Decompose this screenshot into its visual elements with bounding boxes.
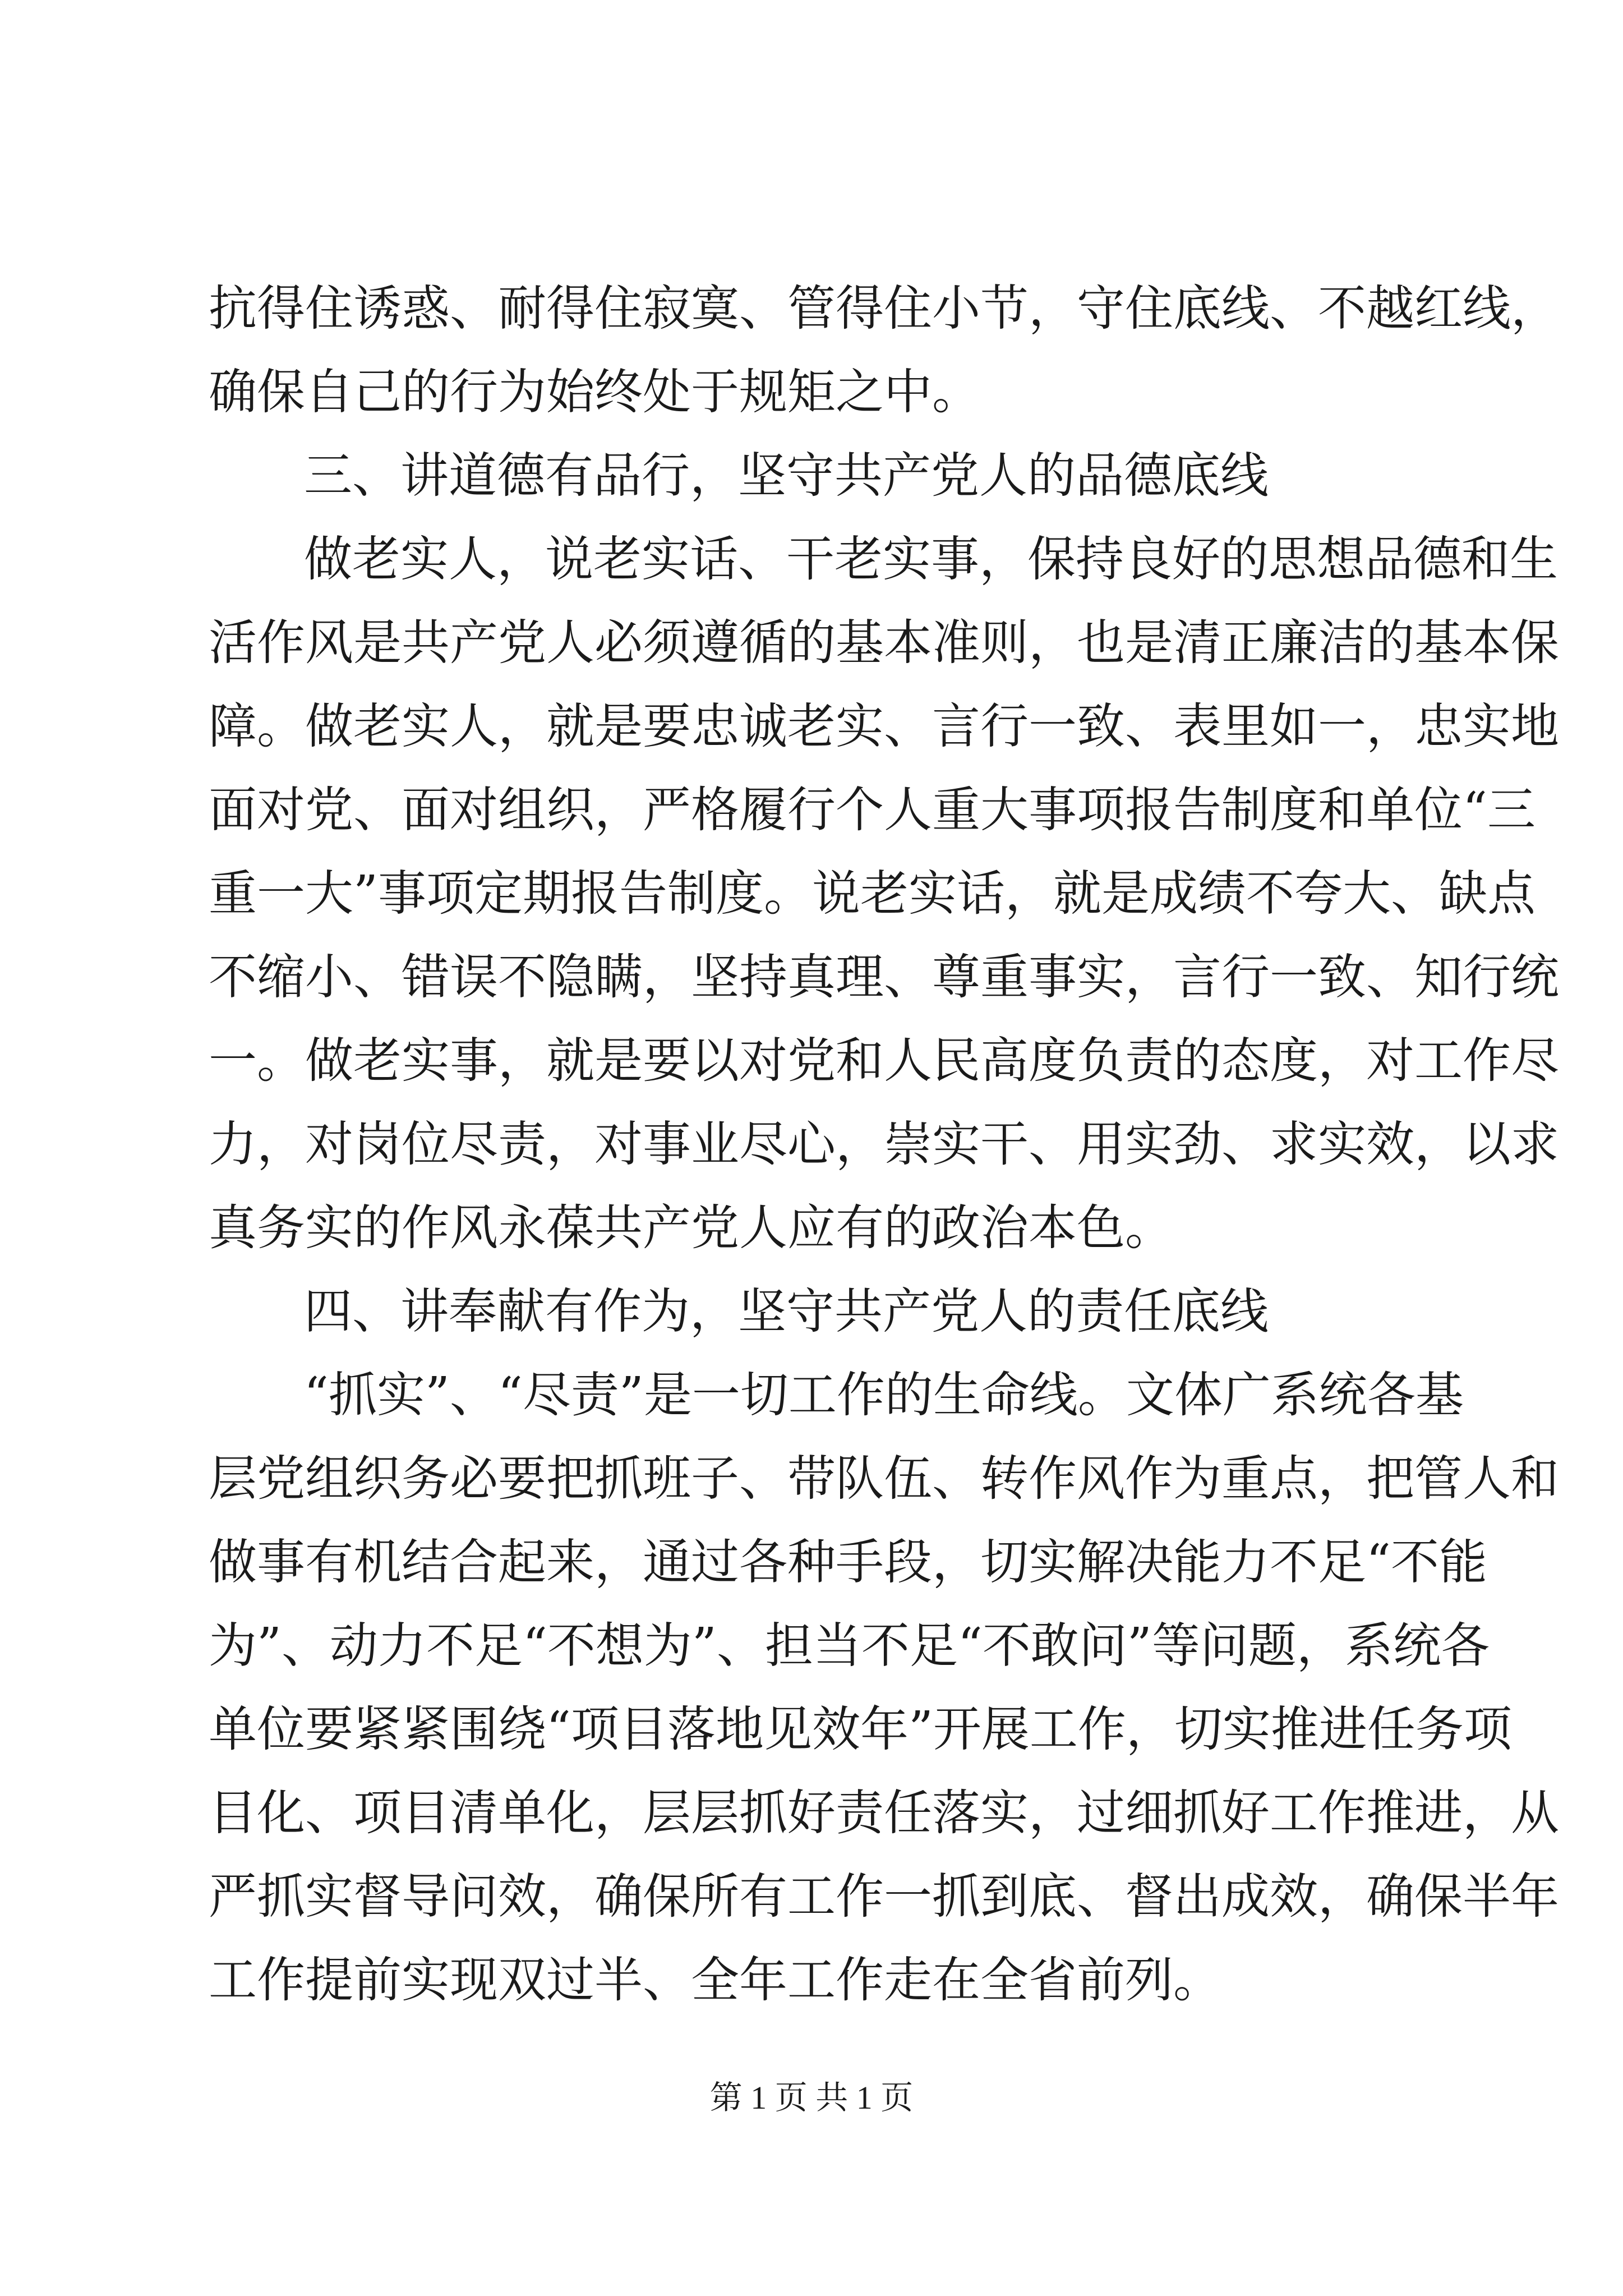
paragraph-line: 障。做老实人，就是要忠诚老实、言行一致、表里如一，忠实地	[209, 698, 1559, 754]
paragraph-line: 一。做老实事，就是要以对党和人民高度负责的态度，对工作尽	[209, 1033, 1559, 1089]
paragraph-line: 抗得住诱惑、耐得住寂寞、管得住小节，守住底线、不越红线，	[209, 280, 1559, 337]
paragraph-line: 力，对岗位尽责，对事业尽心，崇实干、用实劲、求实效，以求	[209, 1116, 1559, 1172]
paragraph-line: 目化、项目清单化，层层抓好责任落实，过细抓好工作推进，从	[209, 1785, 1559, 1841]
paragraph-line: 做老实人，说老实话、干老实事，保持良好的思想品德和生	[304, 531, 1558, 587]
paragraph-line: 面对党、面对组织，严格履行个人重大事项报告制度和单位“三	[209, 782, 1536, 838]
paragraph-line: 层党组织务必要把抓班子、带队伍、转作风作为重点，把管人和	[209, 1451, 1559, 1507]
paragraph-line: 单位要紧紧围绕“项目落地见效年”开展工作，切实推进任务项	[209, 1701, 1512, 1757]
paragraph-line: 做事有机结合起来，通过各种手段，切实解决能力不足“不能	[209, 1534, 1487, 1590]
paragraph-line: “抓实”、“尽责”是一切工作的生命线。文体广系统各基	[304, 1367, 1464, 1423]
page-footer: 第 1 页 共 1 页	[709, 2079, 914, 2116]
section-heading-3: 三、讲道德有品行，坚守共产党人的品德底线	[304, 448, 1269, 504]
paragraph-line: 确保自己的行为始终处于规矩之中。	[209, 364, 980, 420]
paragraph-line: 不缩小、错误不隐瞒，坚持真理、尊重事实，言行一致、知行统	[209, 949, 1559, 1005]
paragraph-line: 严抓实督导问效，确保所有工作一抓到底、督出成效，确保半年	[209, 1869, 1559, 1925]
paragraph-line: 重一大”事项定期报告制度。说老实话，就是成绩不夸大、缺点	[209, 866, 1536, 922]
paragraph-line: 为”、动力不足“不想为”、担当不足“不敢问”等问题，系统各	[209, 1618, 1490, 1674]
paragraph-line: 真务实的作风永葆共产党人应有的政治本色。	[209, 1200, 1173, 1256]
section-heading-4: 四、讲奉献有作为，坚守共产党人的责任底线	[304, 1283, 1269, 1340]
paragraph-line: 工作提前实现双过半、全年工作走在全省前列。	[209, 1952, 1221, 2008]
paragraph-line: 活作风是共产党人必须遵循的基本准则，也是清正廉洁的基本保	[209, 615, 1559, 671]
